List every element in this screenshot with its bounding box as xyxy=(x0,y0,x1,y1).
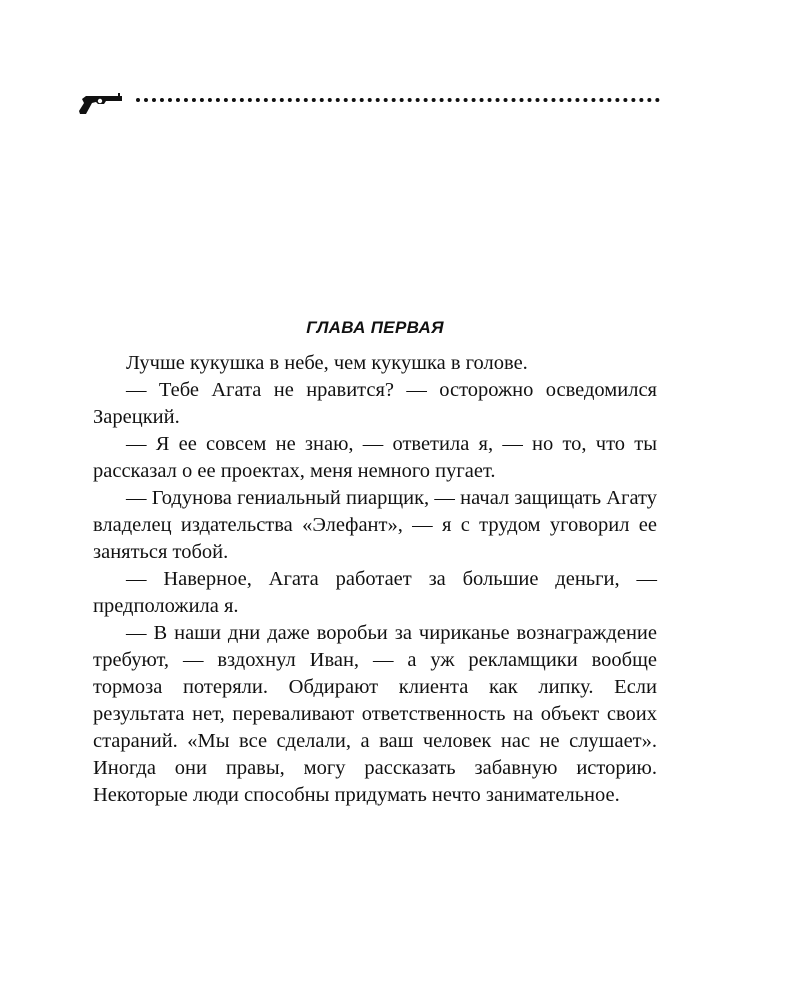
paragraph: — Я ее совсем не знаю, — ответила я, — но то, что ты рассказал о ее проектах, меня немного пугает. xyxy=(93,433,657,482)
paragraph: Лучше кукушка в небе, чем кукушка в голове. xyxy=(126,352,528,374)
chapter-title: ГЛАВА ПЕРВАЯ xyxy=(306,318,444,337)
header-ornament xyxy=(78,90,662,116)
paragraph: — Наверное, Агата работает за большие деньги, — предположила я. xyxy=(93,568,657,617)
paragraph: — Тебе Агата не нравится? — осторожно осведомился Зарецкий. xyxy=(93,379,657,428)
paragraph: — В наши дни даже воробьи за чириканье вознаграждение требуют, — вздохнул Иван, — а уж рекламщики вообще тормоза потеряли. Обдирают клиента как липку. Если результата нет, переваливают ответственность на объект своих стараний. «Мы все сделали, а ваш человек нас не слушает». Иногда они правы, могу рассказать забавную историю. Некоторые люди способны придумать нечто занимательное. xyxy=(93,622,657,806)
text-body xyxy=(93,350,657,809)
paragraph: — Годунова гениальный пиарщик, — начал защищать Агату владелец издательства «Элефант», — я с трудом уговорил ее заняться тобой. xyxy=(93,487,657,563)
dotted-rule xyxy=(136,98,660,102)
revolver-icon xyxy=(78,90,124,116)
